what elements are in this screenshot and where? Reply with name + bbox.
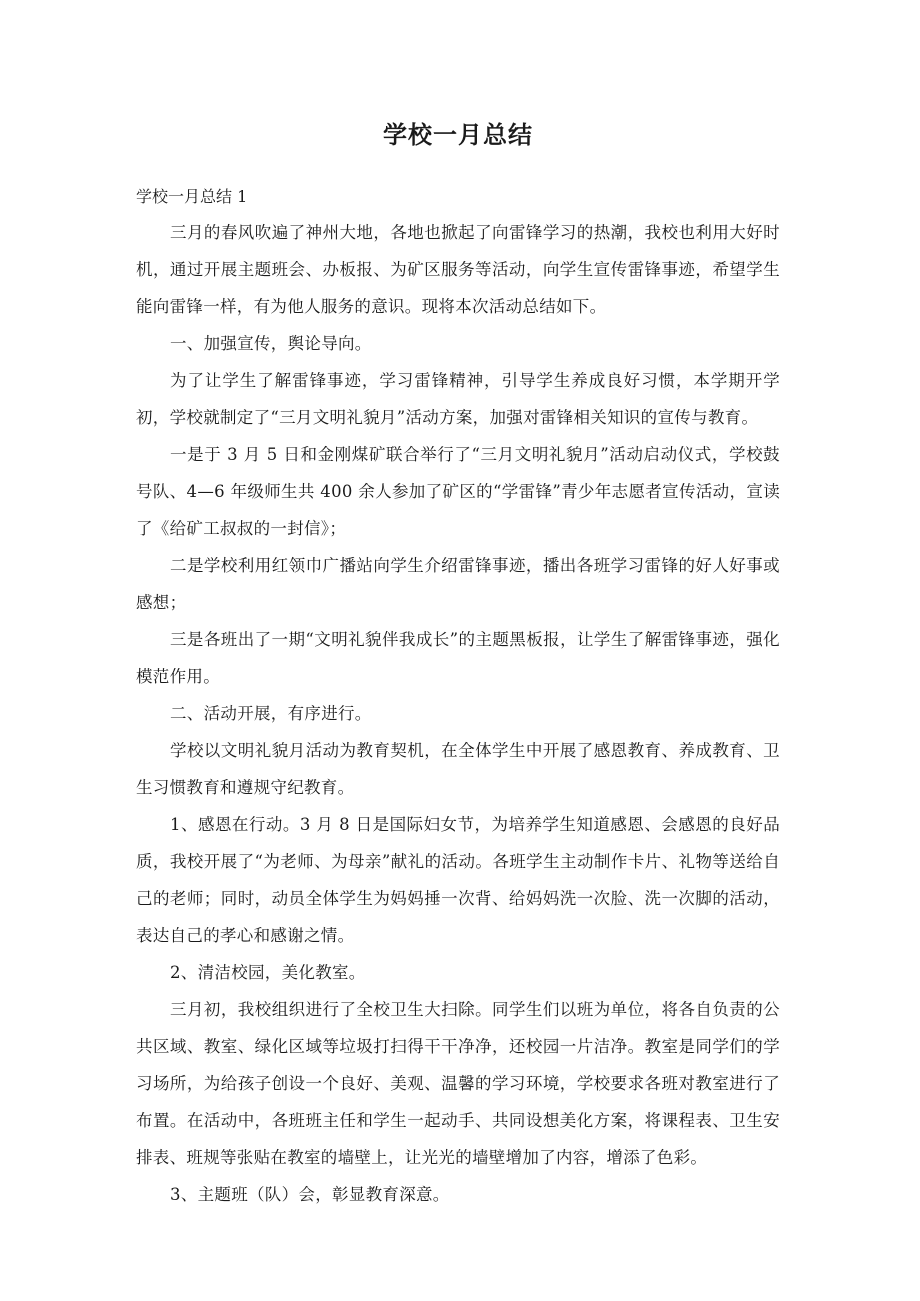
paragraph: 为了让学生了解雷锋事迹，学习雷锋精神，引导学生养成良好习惯，本学期开学初，学校就制定了“三月文明礼貌月”活动方案，加强对雷锋相关知识的宣传与教育。 xyxy=(136,371,780,427)
paragraph: 三月初，我校组织进行了全校卫生大扫除。同学生们以班为单位，将各自负责的公共区域、教室、绿化区域等垃圾打扫得干干净净，还校园一片洁净。教室是同学们的学习场所，为给孩子创设一个良好、美观、温馨的学习环境，学校要求各班对教室进行了布置。在活动中，各班班主任和学生一起动手、共同设想美化方案，将课程表、卫生安排表、班规等张贴在教室的墙壁上，让光光的墙壁增加了内容，增添了色彩。 xyxy=(136,1000,780,1167)
paragraph: 二是学校利用红领巾广播站向学生介绍雷锋事迹，播出各班学习雷锋的好人好事或感想； xyxy=(136,556,780,612)
section-heading-2: 二、活动开展，有序进行。 xyxy=(170,704,372,723)
document-title: 学校一月总结 xyxy=(383,121,533,149)
paragraph: 一是于 3 月 5 日和金刚煤矿联合举行了“三月文明礼貌月”活动启动仪式，学校鼓号队、4—6 年级师生共 400 余人参加了矿区的“学雷锋”青少年志愿者宣传活动，宣读了《给矿工叔叔的一封信》； xyxy=(136,445,780,538)
document-page xyxy=(136,112,780,1213)
subheading: 3、主题班（队）会，彰显教育深意。 xyxy=(170,1185,450,1204)
subheading: 2、清洁校园，美化教室。 xyxy=(170,963,366,982)
paragraph: 学校以文明礼貌月活动为教育契机，在全体学生中开展了感恩教育、养成教育、卫生习惯教育和遵规守纪教育。 xyxy=(136,741,780,797)
document-subtitle: 学校一月总结 1 xyxy=(136,187,248,206)
paragraph-intro: 三月的春风吹遍了神州大地，各地也掀起了向雷锋学习的热潮，我校也利用大好时机，通过开展主题班会、办板报、为矿区服务等活动，向学生宣传雷锋事迹，希望学生能向雷锋一样，有为他人服务的意识。现将本次活动总结如下。 xyxy=(136,223,780,316)
section-heading-1: 一、加强宣传，舆论导向。 xyxy=(170,334,372,353)
paragraph: 三是各班出了一期“文明礼貌伴我成长”的主题黑板报，让学生了解雷锋事迹，强化模范作用。 xyxy=(136,630,780,686)
paragraph: 1、感恩在行动。3 月 8 日是国际妇女节，为培养学生知道感恩、会感恩的良好品质，我校开展了“为老师、为母亲”献礼的活动。各班学生主动制作卡片、礼物等送给自己的老师；同时，动员全体学生为妈妈捶一次背、给妈妈洗一次脸、洗一次脚的活动，表达自己的孝心和感谢之情。 xyxy=(136,815,780,945)
